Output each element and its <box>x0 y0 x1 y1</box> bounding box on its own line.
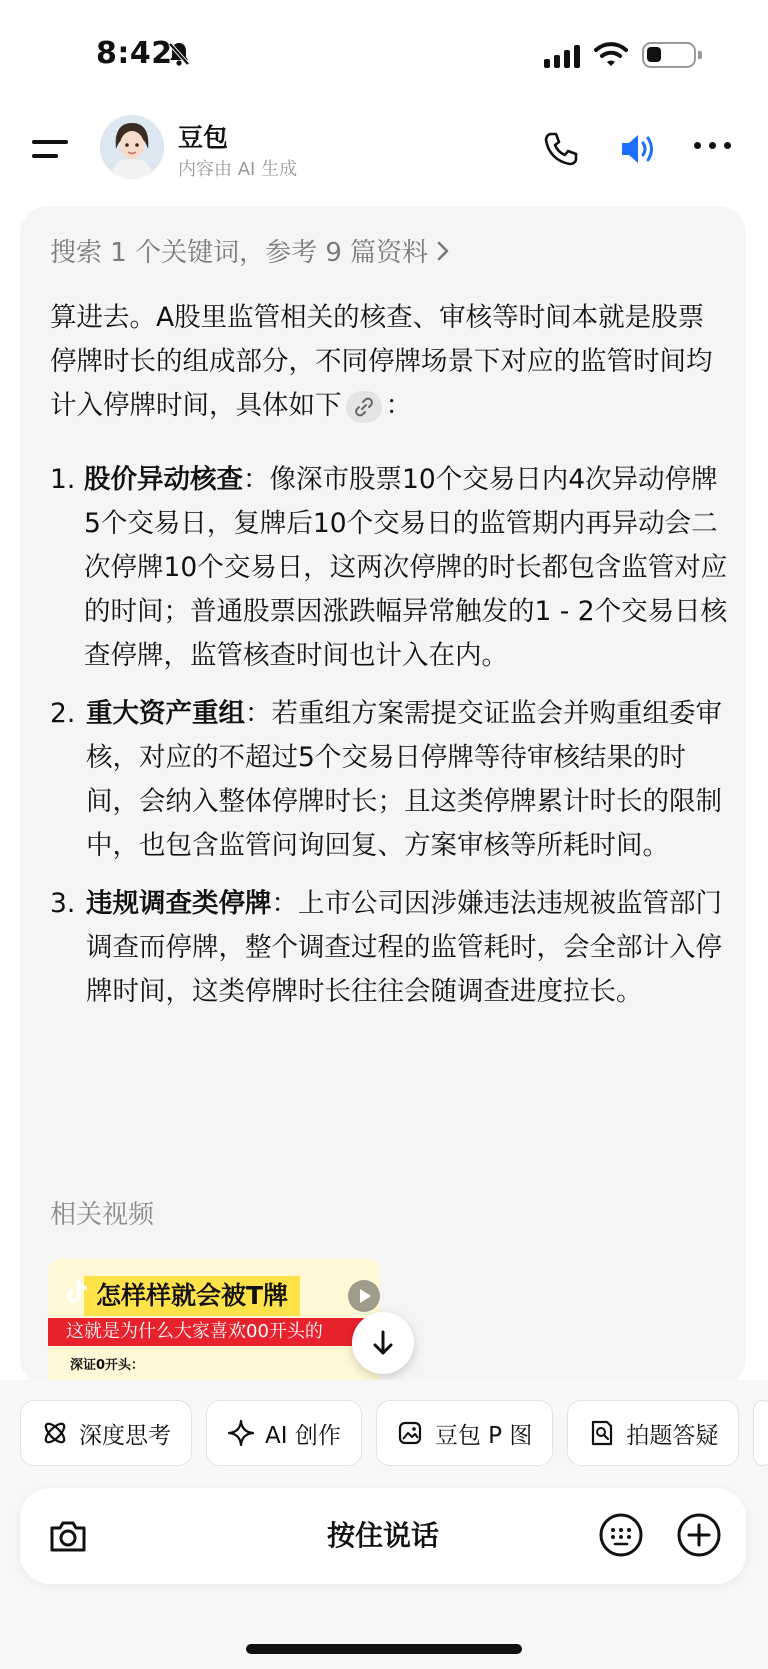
quick-action-chips <box>20 1400 768 1466</box>
menu-icon[interactable] <box>32 135 72 165</box>
list-item-title: 重大资产重组 <box>86 698 245 729</box>
avatar[interactable] <box>100 115 164 179</box>
link-icon[interactable] <box>346 391 382 423</box>
atom-icon <box>41 1419 69 1447</box>
chevron-right-icon <box>436 240 450 262</box>
scroll-down-button[interactable] <box>352 1312 414 1374</box>
list-item-number: 3. <box>50 888 76 919</box>
input-bar <box>20 1488 746 1584</box>
list-item <box>50 882 730 1014</box>
message-card <box>20 206 746 1386</box>
list-item <box>50 458 730 678</box>
list-item-text: ：若重组方案需提交证监会并购重组委审核，对应的不超过5个交易日停牌等待审核结果的时间，会纳入整体停牌时长；且这类停牌累计时长的限制中，也包含监管问询回复、方案审核等所耗时间。 <box>86 698 722 861</box>
arrow-down-icon <box>370 1329 396 1357</box>
chip-ai-create[interactable] <box>206 1400 362 1466</box>
bottom-area <box>0 1380 768 1669</box>
chip-label: 深度思考 <box>79 1422 171 1449</box>
list-item-title: 股价异动核查 <box>84 464 243 495</box>
list-item-number: 2. <box>50 698 76 729</box>
video-thumbnail[interactable] <box>48 1258 380 1386</box>
list-item-title: 违规调查类停牌 <box>86 888 272 919</box>
intro-paragraph <box>50 296 722 428</box>
status-time: 8:42 <box>96 36 173 71</box>
wifi-icon <box>594 40 628 72</box>
search-reference-link[interactable] <box>50 232 450 269</box>
hold-to-talk-button[interactable]: 按住说话 <box>326 1519 439 1552</box>
more-icon[interactable] <box>694 142 731 149</box>
bot-name: 豆包 <box>178 123 229 152</box>
bot-subtitle: 内容由 AI 生成 <box>178 159 298 180</box>
scan-question-icon <box>588 1419 616 1447</box>
play-icon <box>348 1280 380 1312</box>
search-reference-text: 搜索 1 个关键词，参考 9 篇资料 <box>50 238 429 268</box>
video-banner: 这就是为什么大家喜欢00开头的 <box>48 1318 380 1346</box>
list-item <box>50 692 730 868</box>
chip-deep-thinking[interactable] <box>20 1400 192 1466</box>
speaker-icon[interactable] <box>618 130 658 172</box>
chip-label: 拍题答疑 <box>626 1422 719 1449</box>
list-item-text: ：上市公司因涉嫌违法违规被监管部门调查而停牌，整个调查过程的监管耗时，会全部计入停牌时间，这类停牌时长往往会随调查进度拉长。 <box>86 888 722 1007</box>
intro-text: 算进去。A股里监管相关的核查、审核等时间本就是股票停牌时长的组成部分，不同停牌场景下对应的监管时间均计入停牌时间，具体如下 <box>50 302 713 421</box>
related-videos-title: 相关视频 <box>50 1200 155 1230</box>
status-bar <box>0 0 768 110</box>
sparkle-icon <box>227 1419 255 1447</box>
plus-icon[interactable] <box>676 1512 722 1562</box>
chip-photo-question[interactable] <box>567 1400 739 1466</box>
douyin-logo-icon <box>66 1278 88 1304</box>
chip-overflow[interactable] <box>753 1400 768 1466</box>
battery-icon <box>642 42 696 68</box>
chip-label: AI 创作 <box>265 1422 341 1449</box>
cellular-signal-icon <box>544 44 580 68</box>
chip-photo-edit[interactable] <box>376 1400 554 1466</box>
video-small-text: 深证0开头： <box>70 1358 145 1373</box>
list-item-text: ：像深市股票10个交易日内4次异动停牌5个交易日，复牌后10个交易日的监管期内再异动会二次停牌10个交易日，这两次停牌的时长都包含监管对应的时间；普通股票因涨跌幅异常触发的1 - 2个交易日核查停牌，监管核查时间也计入在内。 <box>84 464 728 671</box>
chip-label: 豆包 P 图 <box>434 1422 533 1449</box>
bell-muted-icon <box>168 41 190 71</box>
chat-header <box>0 110 768 200</box>
intro-text-end: ： <box>385 390 412 421</box>
video-title: 怎样样就会被T牌 <box>84 1276 300 1316</box>
numbered-list <box>50 458 730 1028</box>
list-item-number: 1. <box>50 464 76 495</box>
keyboard-icon[interactable] <box>598 1512 644 1562</box>
phone-icon[interactable] <box>542 130 580 172</box>
home-indicator <box>246 1644 522 1654</box>
image-edit-icon <box>397 1419 425 1447</box>
